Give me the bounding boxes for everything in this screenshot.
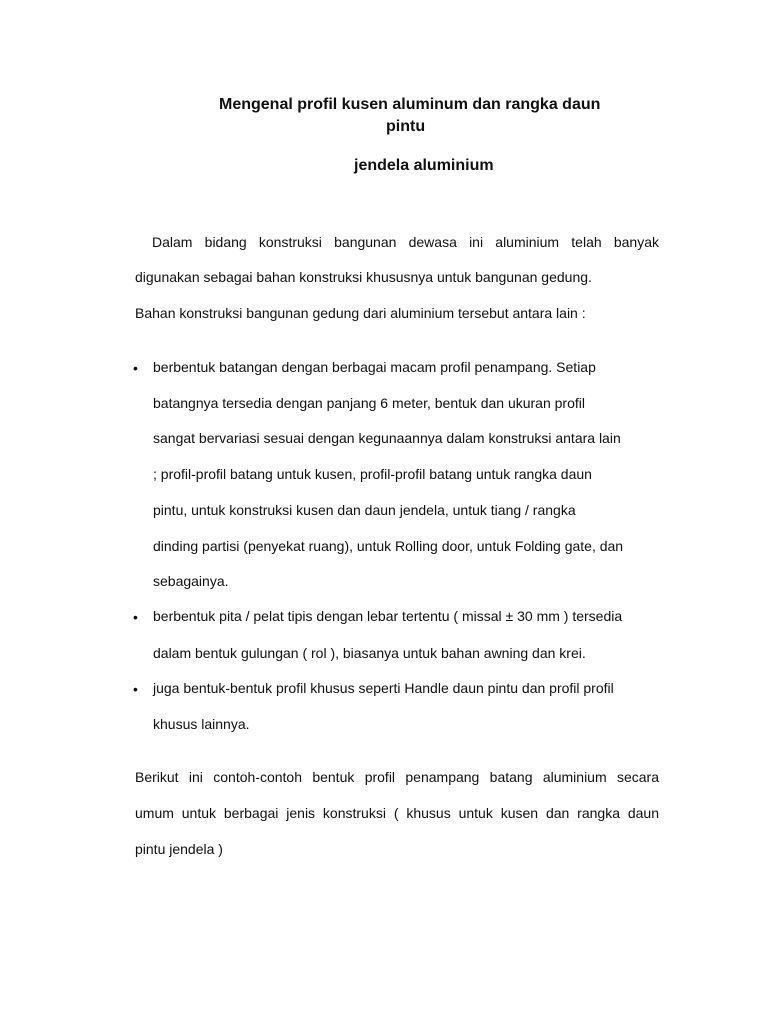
bullet-1-line-5: pintu, untuk konstruksi kusen dan daun jendela, untuk tiang / rangka [153,502,576,518]
bullet-3-line-1: juga bentuk-bentuk profil khusus seperti Handle daun pintu dan profil profil [153,680,614,696]
bullet-1-line-2: batangnya tersedia dengan panjang 6 meter, bentuk dan ukuran profil [153,395,585,411]
bullet-1-line-4: ; profil-profil batang untuk kusen, profil-profil batang untuk rangka daun [153,466,592,482]
title-line-1: Mengenal profil kusen aluminum dan rangka daun [219,96,601,113]
bullet-1-line-7: sebagainya. [153,573,229,589]
closing-line-3: pintu jendela ) [135,841,223,857]
intro-line-3: Bahan konstruksi bangunan gedung dari aluminium tersebut antara lain : [135,305,586,321]
bullet-1-line-6: dinding partisi (penyekat ruang), untuk Rolling door, untuk Folding gate, dan [153,538,624,554]
intro-line-2: digunakan sebagai bahan konstruksi khususnya untuk bangunan gedung. [135,269,592,285]
title-line-3: jendela aluminium [354,157,494,174]
bullet-2-line-1: berbentuk pita / pelat tipis dengan lebar tertentu ( missal ± 30 mm ) tersedia [153,608,623,624]
closing-line-2: umum untuk berbagai jenis konstruksi ( khusus untuk kusen dan rangka daun [135,805,659,821]
bullet-3-symbol: • [133,681,138,697]
bullet-2-symbol: • [133,609,138,625]
bullet-3-line-2: khusus lainnya. [153,716,250,732]
title-line-2: pintu [386,118,426,135]
bullet-1-line-1: berbentuk batangan dengan berbagai macam profil penampang. Setiap [153,359,596,375]
bullet-2-line-2: dalam bentuk gulungan ( rol ), biasanya untuk bahan awning dan krei. [153,645,586,661]
bullet-1-line-3: sangat bervariasi sesuai dengan kegunaannya dalam konstruksi antara lain [153,430,621,446]
intro-line-1: Dalam bidang konstruksi bangunan dewasa ini aluminium telah banyak [152,234,659,250]
bullet-1-symbol: • [133,360,138,376]
closing-line-1: Berikut ini contoh-contoh bentuk profil penampang batang aluminium secara [135,769,659,785]
